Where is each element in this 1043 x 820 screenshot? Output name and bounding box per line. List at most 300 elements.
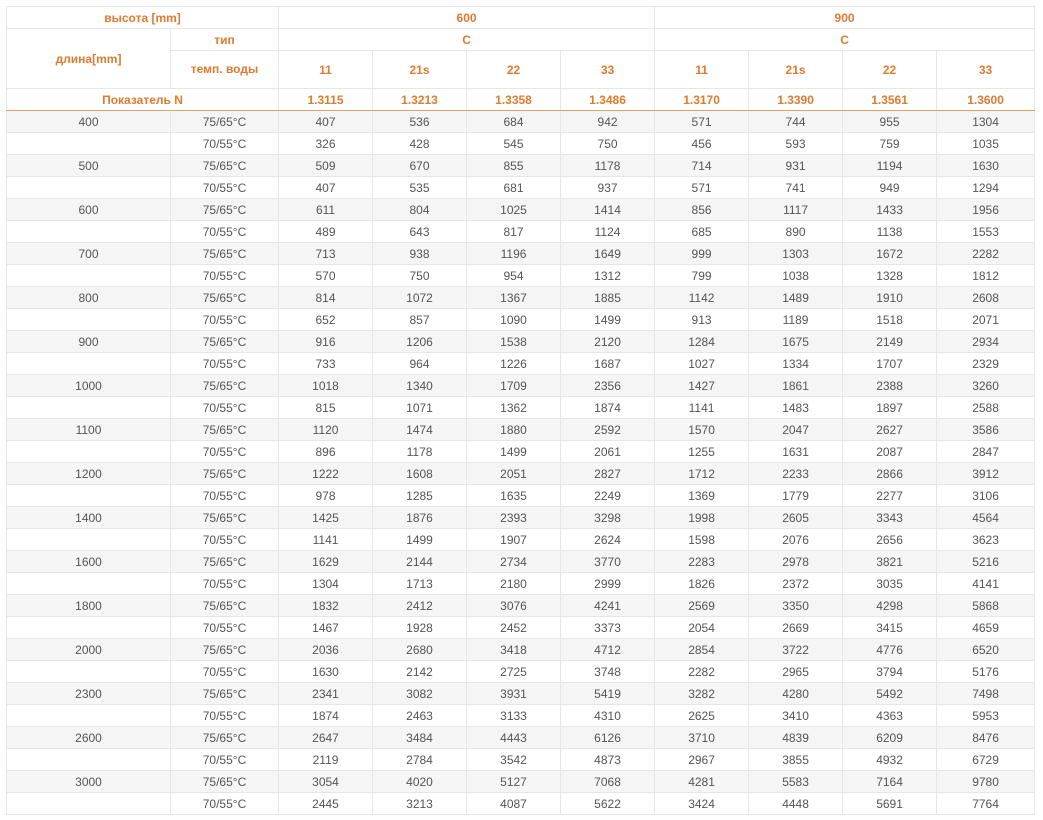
- table-row: [7, 749, 1035, 771]
- value-cell: 1885: [561, 287, 655, 309]
- value-cell: 955: [843, 111, 937, 133]
- value-cell: 7498: [937, 683, 1035, 705]
- index-value: 1.3486: [561, 89, 655, 111]
- value-cell: 4281: [655, 771, 749, 793]
- value-cell: 4141: [937, 573, 1035, 595]
- value-cell: 1707: [843, 353, 937, 375]
- value-cell: 2061: [561, 441, 655, 463]
- value-cell: 2142: [373, 661, 467, 683]
- value-cell: 815: [279, 397, 373, 419]
- length-cell: 600: [7, 199, 171, 221]
- value-cell: 1474: [373, 419, 467, 441]
- value-cell: 509: [279, 155, 373, 177]
- value-cell: 1312: [561, 265, 655, 287]
- value-cell: 2071: [937, 309, 1035, 331]
- table-row: [7, 265, 1035, 287]
- value-cell: 3106: [937, 485, 1035, 507]
- value-cell: 916: [279, 331, 373, 353]
- type-label: тип: [171, 29, 279, 51]
- value-cell: 1538: [467, 331, 561, 353]
- value-cell: 3410: [749, 705, 843, 727]
- value-cell: 570: [279, 265, 373, 287]
- value-cell: 3054: [279, 771, 373, 793]
- value-cell: 1433: [843, 199, 937, 221]
- value-cell: 3424: [655, 793, 749, 815]
- value-cell: 1367: [467, 287, 561, 309]
- temp-cell: 70/55°C: [171, 265, 279, 287]
- value-cell: 2149: [843, 331, 937, 353]
- value-cell: 407: [279, 177, 373, 199]
- value-cell: 545: [467, 133, 561, 155]
- length-cell: [7, 221, 171, 243]
- length-cell: 2600: [7, 727, 171, 749]
- index-value: 1.3213: [373, 89, 467, 111]
- value-cell: 1553: [937, 221, 1035, 243]
- subtype-cell: 33: [937, 51, 1035, 89]
- value-cell: 2452: [467, 617, 561, 639]
- value-cell: 684: [467, 111, 561, 133]
- value-cell: 3082: [373, 683, 467, 705]
- length-cell: [7, 749, 171, 771]
- value-cell: 855: [467, 155, 561, 177]
- value-cell: 2054: [655, 617, 749, 639]
- value-cell: 1713: [373, 573, 467, 595]
- value-cell: 2680: [373, 639, 467, 661]
- value-cell: 2624: [561, 529, 655, 551]
- length-cell: [7, 793, 171, 815]
- value-cell: 1608: [373, 463, 467, 485]
- value-cell: 2569: [655, 595, 749, 617]
- value-cell: 2734: [467, 551, 561, 573]
- value-cell: 1255: [655, 441, 749, 463]
- value-cell: 2393: [467, 507, 561, 529]
- value-cell: 5127: [467, 771, 561, 793]
- length-cell: 700: [7, 243, 171, 265]
- value-cell: 6126: [561, 727, 655, 749]
- length-cell: 1400: [7, 507, 171, 529]
- value-cell: 4280: [749, 683, 843, 705]
- value-cell: 4776: [843, 639, 937, 661]
- temp-cell: 70/55°C: [171, 617, 279, 639]
- value-cell: 2847: [937, 441, 1035, 463]
- value-cell: 1414: [561, 199, 655, 221]
- value-cell: 1630: [279, 661, 373, 683]
- value-cell: 489: [279, 221, 373, 243]
- value-cell: 2784: [373, 749, 467, 771]
- temp-cell: 70/55°C: [171, 221, 279, 243]
- value-cell: 2388: [843, 375, 937, 397]
- value-cell: 1910: [843, 287, 937, 309]
- temp-cell: 75/65°C: [171, 595, 279, 617]
- value-cell: 1018: [279, 375, 373, 397]
- temp-cell: 75/65°C: [171, 331, 279, 353]
- value-cell: 999: [655, 243, 749, 265]
- table-row: [7, 595, 1035, 617]
- table-row: [7, 111, 1035, 133]
- value-cell: 9780: [937, 771, 1035, 793]
- subtype-cell: 33: [561, 51, 655, 89]
- temp-cell: 70/55°C: [171, 705, 279, 727]
- value-cell: 741: [749, 177, 843, 199]
- table-row: [7, 727, 1035, 749]
- value-cell: 2233: [749, 463, 843, 485]
- value-cell: 5953: [937, 705, 1035, 727]
- length-cell: [7, 705, 171, 727]
- table-row: [7, 661, 1035, 683]
- temp-cell: 75/65°C: [171, 551, 279, 573]
- value-cell: 2827: [561, 463, 655, 485]
- value-cell: 2463: [373, 705, 467, 727]
- value-cell: 4564: [937, 507, 1035, 529]
- length-cell: 1100: [7, 419, 171, 441]
- value-cell: 1998: [655, 507, 749, 529]
- value-cell: 2087: [843, 441, 937, 463]
- value-cell: 1141: [655, 397, 749, 419]
- temp-cell: 70/55°C: [171, 793, 279, 815]
- index-row: [7, 89, 1035, 111]
- temp-cell: 75/65°C: [171, 771, 279, 793]
- value-cell: 611: [279, 199, 373, 221]
- value-cell: 2605: [749, 507, 843, 529]
- table-row: [7, 133, 1035, 155]
- value-cell: 1598: [655, 529, 749, 551]
- value-cell: 5492: [843, 683, 937, 705]
- value-cell: 4310: [561, 705, 655, 727]
- height-600: 600: [279, 7, 655, 29]
- temp-cell: 70/55°C: [171, 353, 279, 375]
- value-cell: 2588: [937, 397, 1035, 419]
- value-cell: 1369: [655, 485, 749, 507]
- subtype-cell: 22: [467, 51, 561, 89]
- temp-cell: 70/55°C: [171, 397, 279, 419]
- table-row: [7, 771, 1035, 793]
- value-cell: 571: [655, 177, 749, 199]
- value-cell: 931: [749, 155, 843, 177]
- value-cell: 2329: [937, 353, 1035, 375]
- value-cell: 3821: [843, 551, 937, 573]
- temp-cell: 75/65°C: [171, 507, 279, 529]
- value-cell: 3415: [843, 617, 937, 639]
- value-cell: 856: [655, 199, 749, 221]
- value-cell: 750: [561, 133, 655, 155]
- value-cell: 937: [561, 177, 655, 199]
- value-cell: 2076: [749, 529, 843, 551]
- value-cell: 2854: [655, 639, 749, 661]
- value-cell: 5583: [749, 771, 843, 793]
- value-cell: 2866: [843, 463, 937, 485]
- length-cell: [7, 397, 171, 419]
- temp-cell: 70/55°C: [171, 661, 279, 683]
- value-cell: 3076: [467, 595, 561, 617]
- length-cell: [7, 309, 171, 331]
- value-cell: 1861: [749, 375, 843, 397]
- value-cell: 3484: [373, 727, 467, 749]
- length-cell: [7, 133, 171, 155]
- value-cell: 949: [843, 177, 937, 199]
- index-value: 1.3358: [467, 89, 561, 111]
- height-label: высота [mm]: [7, 7, 279, 29]
- value-cell: 3710: [655, 727, 749, 749]
- value-cell: 1117: [749, 199, 843, 221]
- value-cell: 681: [467, 177, 561, 199]
- table-row: [7, 309, 1035, 331]
- value-cell: 1956: [937, 199, 1035, 221]
- value-cell: 4443: [467, 727, 561, 749]
- temp-cell: 70/55°C: [171, 529, 279, 551]
- temp-cell: 70/55°C: [171, 749, 279, 771]
- value-cell: 3418: [467, 639, 561, 661]
- height-900: 900: [655, 7, 1035, 29]
- value-cell: 407: [279, 111, 373, 133]
- length-cell: 500: [7, 155, 171, 177]
- value-cell: 1090: [467, 309, 561, 331]
- value-cell: 5419: [561, 683, 655, 705]
- value-cell: 4839: [749, 727, 843, 749]
- value-cell: 2725: [467, 661, 561, 683]
- value-cell: 4298: [843, 595, 937, 617]
- value-cell: 1687: [561, 353, 655, 375]
- value-cell: 1907: [467, 529, 561, 551]
- value-cell: 2934: [937, 331, 1035, 353]
- value-cell: 1826: [655, 573, 749, 595]
- index-label: Показатель N: [7, 89, 279, 111]
- value-cell: 4363: [843, 705, 937, 727]
- value-cell: 1499: [373, 529, 467, 551]
- index-value: 1.3561: [843, 89, 937, 111]
- value-cell: 1124: [561, 221, 655, 243]
- length-cell: 3000: [7, 771, 171, 793]
- type-900: C: [655, 29, 1035, 51]
- value-cell: 1138: [843, 221, 937, 243]
- value-cell: 2282: [655, 661, 749, 683]
- table-row: [7, 155, 1035, 177]
- value-cell: 1874: [279, 705, 373, 727]
- value-cell: 643: [373, 221, 467, 243]
- temp-cell: 75/65°C: [171, 463, 279, 485]
- value-cell: 1328: [843, 265, 937, 287]
- value-cell: 1035: [937, 133, 1035, 155]
- value-cell: 3912: [937, 463, 1035, 485]
- temp-cell: 75/65°C: [171, 199, 279, 221]
- value-cell: 3035: [843, 573, 937, 595]
- subtype-cell: 21s: [749, 51, 843, 89]
- value-cell: 3855: [749, 749, 843, 771]
- table-row: [7, 353, 1035, 375]
- value-cell: 2036: [279, 639, 373, 661]
- value-cell: 1425: [279, 507, 373, 529]
- table-row: [7, 221, 1035, 243]
- table-row: [7, 573, 1035, 595]
- length-cell: 1800: [7, 595, 171, 617]
- value-cell: 2627: [843, 419, 937, 441]
- value-cell: 1672: [843, 243, 937, 265]
- value-cell: 1334: [749, 353, 843, 375]
- value-cell: 3748: [561, 661, 655, 683]
- value-cell: 814: [279, 287, 373, 309]
- value-cell: 1038: [749, 265, 843, 287]
- header-row-height: [7, 7, 1035, 29]
- table-row: [7, 199, 1035, 221]
- value-cell: 1304: [937, 111, 1035, 133]
- value-cell: 2999: [561, 573, 655, 595]
- value-cell: 1499: [467, 441, 561, 463]
- table-row: [7, 529, 1035, 551]
- value-cell: 1189: [749, 309, 843, 331]
- value-cell: 1897: [843, 397, 937, 419]
- value-cell: 4712: [561, 639, 655, 661]
- value-cell: 1178: [373, 441, 467, 463]
- value-cell: 685: [655, 221, 749, 243]
- value-cell: 3298: [561, 507, 655, 529]
- value-cell: 2180: [467, 573, 561, 595]
- value-cell: 3770: [561, 551, 655, 573]
- value-cell: 913: [655, 309, 749, 331]
- value-cell: 2283: [655, 551, 749, 573]
- table-row: [7, 177, 1035, 199]
- value-cell: 1812: [937, 265, 1035, 287]
- value-cell: 2625: [655, 705, 749, 727]
- value-cell: 4932: [843, 749, 937, 771]
- value-cell: 1880: [467, 419, 561, 441]
- value-cell: 5216: [937, 551, 1035, 573]
- value-cell: 5691: [843, 793, 937, 815]
- value-cell: 964: [373, 353, 467, 375]
- value-cell: 652: [279, 309, 373, 331]
- value-cell: 1874: [561, 397, 655, 419]
- value-cell: 4659: [937, 617, 1035, 639]
- value-cell: 954: [467, 265, 561, 287]
- temp-cell: 75/65°C: [171, 155, 279, 177]
- subtype-cell: 22: [843, 51, 937, 89]
- value-cell: 750: [373, 265, 467, 287]
- value-cell: 593: [749, 133, 843, 155]
- value-cell: 535: [373, 177, 467, 199]
- table-row: [7, 617, 1035, 639]
- value-cell: 7068: [561, 771, 655, 793]
- table-row: [7, 793, 1035, 815]
- value-cell: 1206: [373, 331, 467, 353]
- value-cell: 6520: [937, 639, 1035, 661]
- value-cell: 1120: [279, 419, 373, 441]
- value-cell: 1499: [561, 309, 655, 331]
- value-cell: 1832: [279, 595, 373, 617]
- value-cell: 1570: [655, 419, 749, 441]
- value-cell: 1025: [467, 199, 561, 221]
- value-cell: 3343: [843, 507, 937, 529]
- table-row: [7, 287, 1035, 309]
- index-value: 1.3600: [937, 89, 1035, 111]
- value-cell: 1304: [279, 573, 373, 595]
- value-cell: 8476: [937, 727, 1035, 749]
- table-row: [7, 705, 1035, 727]
- value-cell: 1226: [467, 353, 561, 375]
- length-cell: 1200: [7, 463, 171, 485]
- value-cell: 817: [467, 221, 561, 243]
- value-cell: 6729: [937, 749, 1035, 771]
- value-cell: 3722: [749, 639, 843, 661]
- length-cell: 2300: [7, 683, 171, 705]
- table-row: [7, 243, 1035, 265]
- length-cell: 900: [7, 331, 171, 353]
- value-cell: 1284: [655, 331, 749, 353]
- temp-cell: 70/55°C: [171, 133, 279, 155]
- value-cell: 3260: [937, 375, 1035, 397]
- value-cell: 2647: [279, 727, 373, 749]
- value-cell: 326: [279, 133, 373, 155]
- index-value: 1.3390: [749, 89, 843, 111]
- value-cell: 1928: [373, 617, 467, 639]
- value-cell: 1294: [937, 177, 1035, 199]
- table-row: [7, 485, 1035, 507]
- value-cell: 896: [279, 441, 373, 463]
- value-cell: 978: [279, 485, 373, 507]
- subtype-cell: 11: [655, 51, 749, 89]
- value-cell: 1779: [749, 485, 843, 507]
- table-row: [7, 331, 1035, 353]
- temp-label: темп. воды: [171, 51, 279, 89]
- table-row: [7, 683, 1035, 705]
- length-cell: 1000: [7, 375, 171, 397]
- value-cell: 3373: [561, 617, 655, 639]
- table-row: [7, 375, 1035, 397]
- value-cell: 2356: [561, 375, 655, 397]
- temp-cell: 70/55°C: [171, 177, 279, 199]
- value-cell: 1027: [655, 353, 749, 375]
- value-cell: 536: [373, 111, 467, 133]
- temp-cell: 75/65°C: [171, 375, 279, 397]
- value-cell: 1340: [373, 375, 467, 397]
- value-cell: 4020: [373, 771, 467, 793]
- temp-cell: 70/55°C: [171, 309, 279, 331]
- length-cell: 2000: [7, 639, 171, 661]
- length-cell: [7, 353, 171, 375]
- value-cell: 2592: [561, 419, 655, 441]
- length-cell: 800: [7, 287, 171, 309]
- length-cell: [7, 485, 171, 507]
- length-cell: 400: [7, 111, 171, 133]
- value-cell: 5868: [937, 595, 1035, 617]
- value-cell: 1196: [467, 243, 561, 265]
- value-cell: 1427: [655, 375, 749, 397]
- value-cell: 6209: [843, 727, 937, 749]
- value-cell: 1285: [373, 485, 467, 507]
- length-cell: [7, 265, 171, 287]
- value-cell: 1649: [561, 243, 655, 265]
- type-600: C: [279, 29, 655, 51]
- value-cell: 428: [373, 133, 467, 155]
- value-cell: 2965: [749, 661, 843, 683]
- value-cell: 2669: [749, 617, 843, 639]
- value-cell: 1629: [279, 551, 373, 573]
- value-cell: 3133: [467, 705, 561, 727]
- value-cell: 942: [561, 111, 655, 133]
- value-cell: 3931: [467, 683, 561, 705]
- subtype-cell: 21s: [373, 51, 467, 89]
- value-cell: 3794: [843, 661, 937, 683]
- value-cell: 670: [373, 155, 467, 177]
- value-cell: 1483: [749, 397, 843, 419]
- value-cell: 1518: [843, 309, 937, 331]
- value-cell: 3213: [373, 793, 467, 815]
- value-cell: 4241: [561, 595, 655, 617]
- value-cell: 2249: [561, 485, 655, 507]
- length-cell: [7, 177, 171, 199]
- temp-cell: 70/55°C: [171, 485, 279, 507]
- value-cell: 456: [655, 133, 749, 155]
- temp-cell: 75/65°C: [171, 419, 279, 441]
- value-cell: 799: [655, 265, 749, 287]
- value-cell: 1194: [843, 155, 937, 177]
